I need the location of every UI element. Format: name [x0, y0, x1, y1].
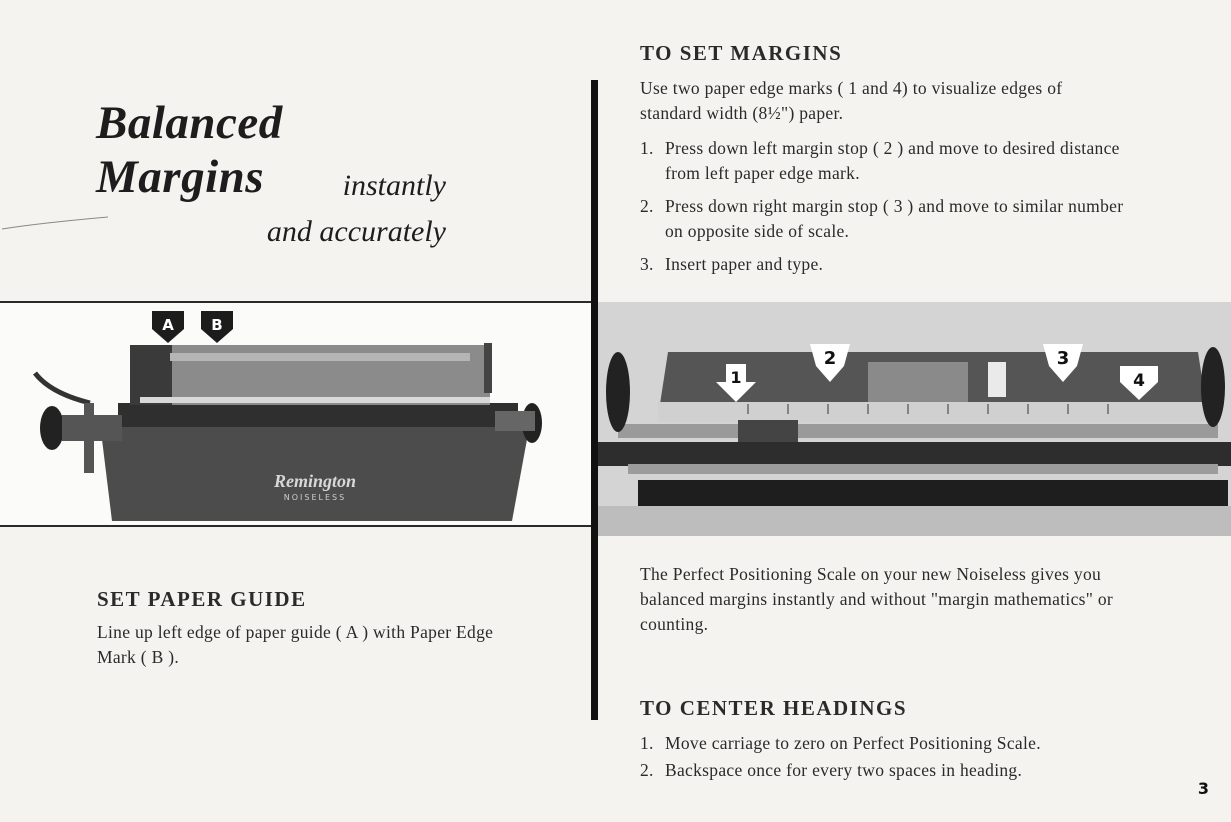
subtitle-line-1: instantly [342, 169, 446, 202]
model-logo: NOISELESS [283, 493, 347, 502]
set-margins-intro: Use two paper edge marks ( 1 and 4) to visualize edges of standard width (8½") paper. [640, 78, 1063, 123]
margin-step-1: 1. Press down left margin stop ( 2 ) and move to desired distance from left paper edge mark. [640, 138, 1120, 183]
center-headings-steps [640, 731, 1140, 791]
title-block [96, 96, 446, 248]
typewriter-photo [0, 303, 592, 525]
svg-text:B: B [211, 316, 223, 334]
center-divider [591, 80, 598, 720]
brand-logo: Remington [273, 471, 357, 491]
center-step-2: 2. Backspace once for every two spaces in heading. [640, 760, 1023, 780]
bottom-rule-left [0, 525, 595, 527]
set-paper-guide-text: Line up left edge of paper guide ( A ) with Paper Edge Mark ( B ). [97, 622, 494, 667]
margin-scale-photo [598, 302, 1231, 536]
svg-text:1: 1 [730, 368, 742, 387]
set-margins-heading: TO SET MARGINS [640, 41, 843, 65]
svg-text:3: 3 [1056, 348, 1070, 369]
subtitle-line-2: and accurately [266, 215, 446, 248]
svg-text:A: A [162, 316, 174, 334]
set-paper-guide-heading: SET PAPER GUIDE [97, 587, 307, 611]
pen-scratch [0, 213, 110, 233]
svg-text:4: 4 [1133, 371, 1145, 391]
page-number: 3 [1197, 779, 1209, 798]
margin-step-3: 3. Insert paper and type. [640, 254, 824, 274]
svg-text:2: 2 [823, 348, 837, 369]
set-margins-steps [640, 136, 1140, 285]
margin-step-2: 2. Press down right margin stop ( 3 ) and move to similar number on opposite side of scale. [640, 196, 1124, 241]
page-title: Balanced Margins [96, 97, 283, 203]
perfect-scale-text: The Perfect Positioning Scale on your new Noiseless gives you balanced margins instantly and without "margin mathematics" or counting. [640, 564, 1114, 634]
center-headings-heading: TO CENTER HEADINGS [640, 696, 908, 720]
center-step-1: 1. Move carriage to zero on Perfect Positioning Scale. [640, 733, 1041, 753]
